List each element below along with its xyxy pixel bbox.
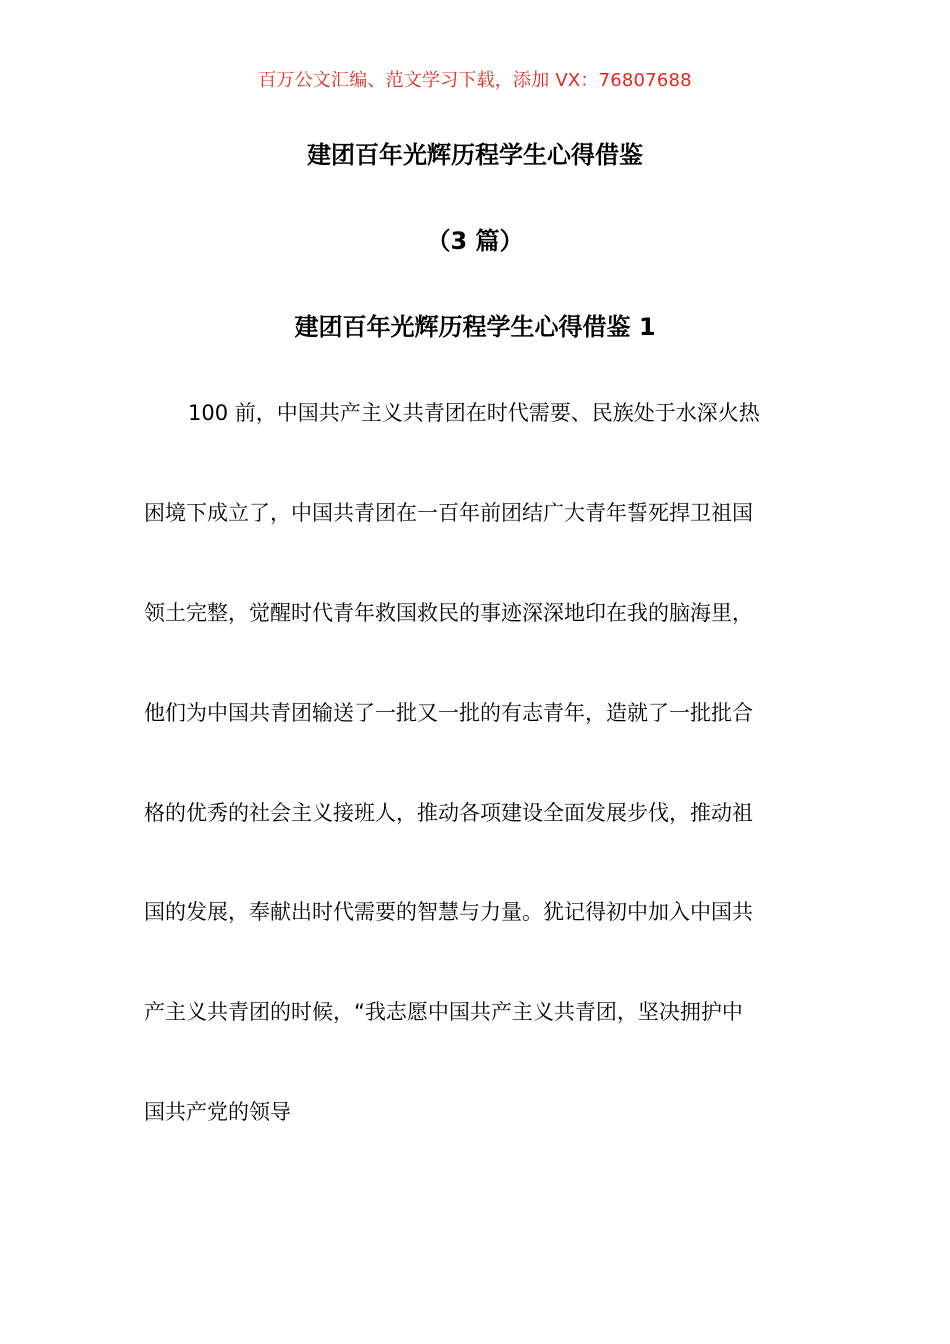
body-line-1: 100 前，中国共产主义共青团在时代需要、民族处于水深火热 [188,401,760,425]
body-line-7: 产主义共青团的时候，“我志愿中国共产主义共青团，坚决拥护中 [144,1000,743,1024]
body-line-6: 国的发展，奉献出时代需要的智慧与力量。犹记得初中加入中国共 [144,900,753,924]
body-line-2: 困境下成立了，中国共青团在一百年前团结广大青年誓死捍卫祖国 [144,501,753,525]
body-line-5: 格的优秀的社会主义接班人，推动各项建设全面发展步伐，推动祖 [144,801,753,825]
promo-header-note: 百万公文汇编、范文学习下载，添加 VX：76807688 [258,70,692,91]
document-count: （3 篇） [426,227,524,255]
document-title: 建团百年光辉历程学生心得借鉴 [307,141,643,169]
section-title: 建团百年光辉历程学生心得借鉴 1 [294,313,656,341]
body-line-8: 国共产党的领导 [144,1100,291,1124]
body-line-4: 他们为中国共青团输送了一批又一批的有志青年，造就了一批批合 [144,701,753,725]
body-line-3: 领土完整，觉醒时代青年救国救民的事迹深深地印在我的脑海里， [144,601,753,625]
